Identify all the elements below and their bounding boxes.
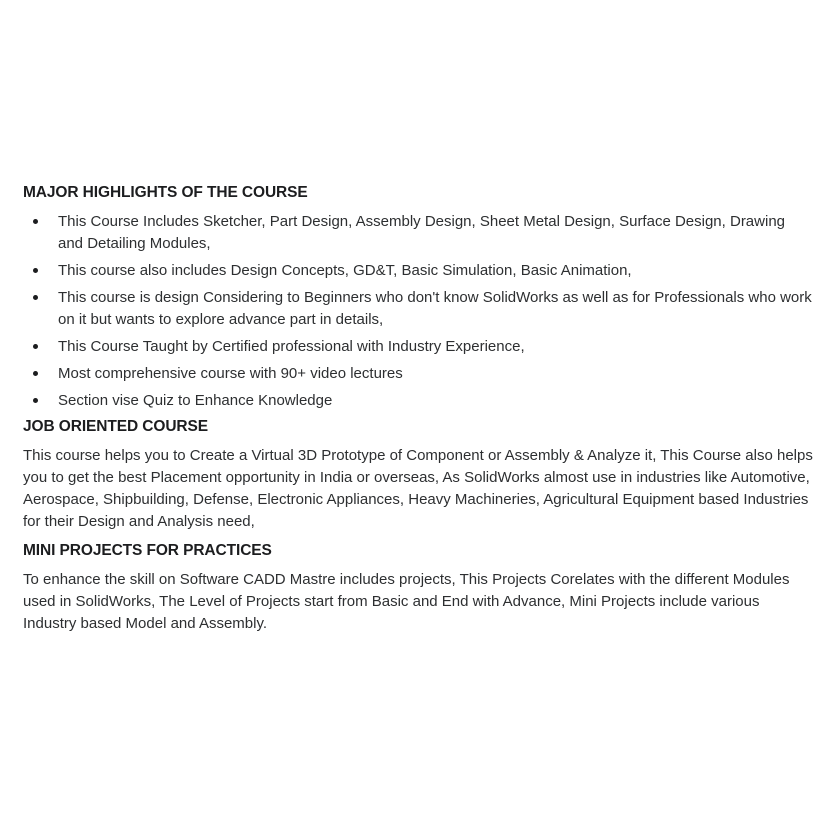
highlights-list [23,211,813,412]
list-item: Section vise Quiz to Enhance Knowledge [58,390,813,412]
course-description [23,183,813,643]
job-oriented-paragraph: This course helps you to Create a Virtual 3D Prototype of Component or Assembly & Analyze it, This Course also helps you to get the best Placement opportunity in India or overseas, As SolidWorks almost use in industries like Automotive, Aerospace, Shipbuilding, Defense, Electronic Appliances, Heavy Machineries, Agricultural Equipment based Industries for their Design and Analysis need, [23,447,813,530]
section-heading-job-oriented: JOB ORIENTED COURSE [23,418,208,435]
section-heading-mini-projects: MINI PROJECTS FOR PRACTICES [23,542,272,559]
list-item: This Course Taught by Certified professional with Industry Experience, [58,336,813,358]
list-item: This course is design Considering to Beginners who don't know SolidWorks as well as for Professionals who work on it but wants to explore advance part in details, [58,287,813,331]
section-heading-highlights: MAJOR HIGHLIGHTS OF THE COURSE [23,184,308,201]
list-item: This course also includes Design Concepts, GD&T, Basic Simulation, Basic Animation, [58,260,813,282]
mini-projects-paragraph: To enhance the skill on Software CADD Mastre includes projects, This Projects Corelates with the different Modules used in SolidWorks, The Level of Projects start from Basic and End with Advance, Mini Projects include various Industry based Model and Assembly. [23,571,790,632]
list-item: Most comprehensive course with 90+ video lectures [58,363,813,385]
list-item: This Course Includes Sketcher, Part Design, Assembly Design, Sheet Metal Design, Surface Design, Drawing and Detailing Modules, [58,211,813,255]
